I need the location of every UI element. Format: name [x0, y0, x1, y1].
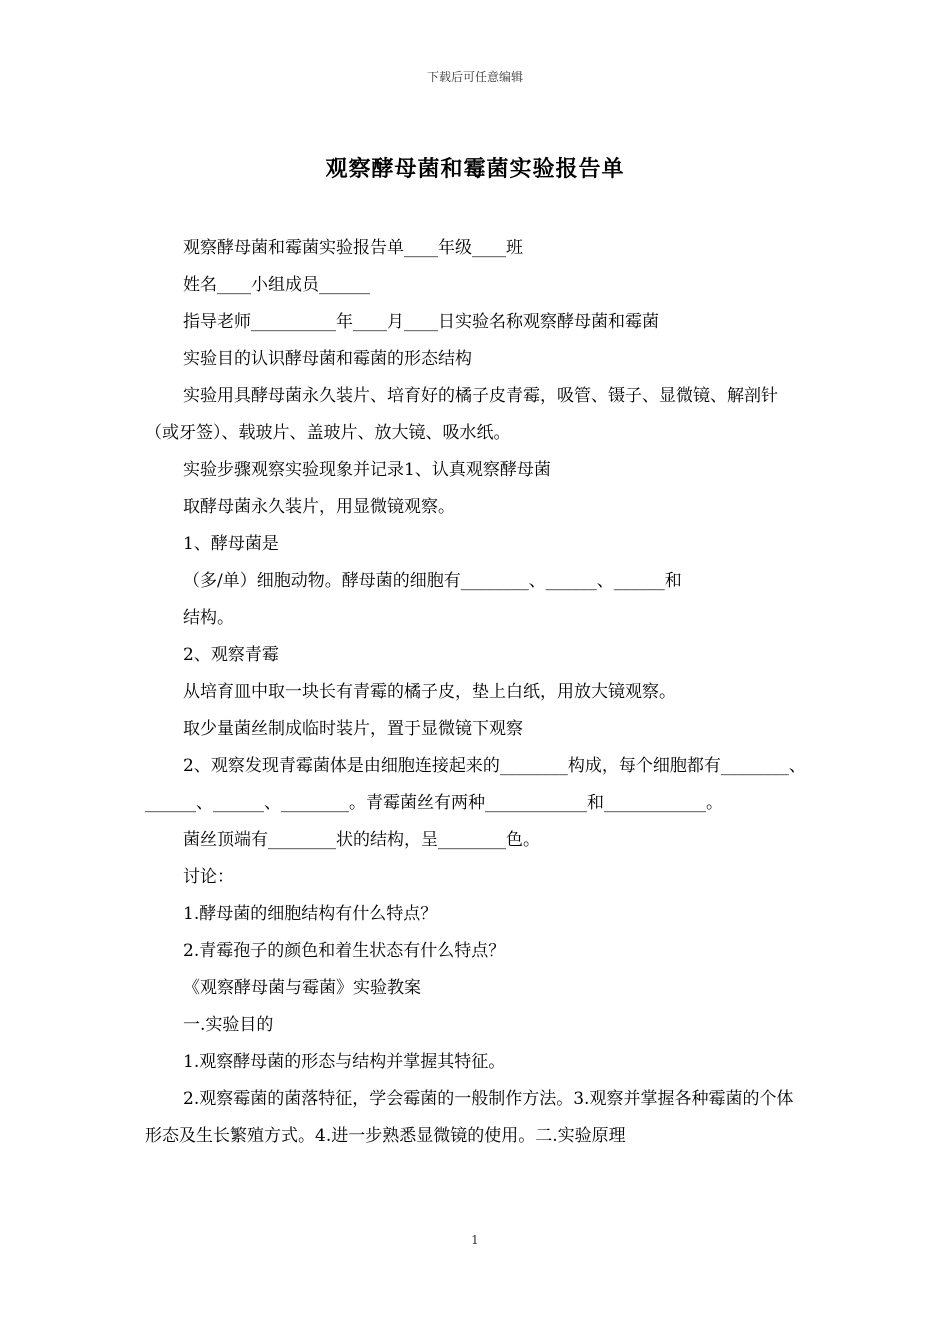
paragraph: 指导老师__________年____月____日实验名称观察酵母菌和霉菌: [183, 312, 659, 332]
paragraph: 取少量菌丝制成临时装片，置于显微镜下观察: [183, 719, 523, 739]
paragraph: 一.实验目的: [183, 1015, 274, 1035]
paragraph: 从培育皿中取一块长有青霉的橘子皮，垫上白纸，用放大镜观察。: [183, 682, 676, 702]
paragraph: 1.观察酵母菌的形态与结构并掌握其特征。: [183, 1052, 506, 1072]
document-title: 观察酵母菌和霉菌实验报告单: [325, 156, 625, 182]
paragraph: 2.青霉孢子的颜色和着生状态有什么特点？: [183, 941, 506, 961]
page-number: 1: [471, 1233, 479, 1247]
paragraph: （多/单）细胞动物。酵母菌的细胞有________、______、______和: [183, 571, 682, 591]
paragraph: 1、酵母菌是: [183, 534, 279, 554]
paragraph: 观察酵母菌和霉菌实验报告单____年级____班: [183, 238, 523, 258]
paragraph: 1.酵母菌的细胞结构有什么特点？: [183, 904, 438, 924]
paragraph: 2、观察发现青霉菌体是由细胞连接起来的________构成，每个细胞都有________、______、______、________。青霉菌丝有两种____________和____________。: [145, 756, 806, 813]
paragraph: 实验步骤观察实验现象并记录1、认真观察酵母菌: [183, 460, 551, 480]
paragraph: 2.观察霉菌的菌落特征，学会霉菌的一般制作方法。3.观察并掌握各种霉菌的个体形态及生长繁殖方式。4.进一步熟悉显微镜的使用。二.实验原理: [145, 1089, 794, 1146]
paragraph: 《观察酵母菌与霉菌》实验教案: [183, 978, 421, 998]
paragraph: 2、观察青霉: [183, 645, 279, 665]
paragraph: 实验目的认识酵母菌和霉菌的形态结构: [183, 349, 472, 369]
paragraph: 菌丝顶端有________状的结构，呈________色。: [183, 830, 540, 850]
paragraph: 结构。: [183, 608, 234, 628]
page-header: 下载后可任意编辑: [426, 70, 523, 84]
paragraph: 取酵母菌永久装片，用显微镜观察。: [183, 497, 455, 517]
paragraph: 实验用具酵母菌永久装片、培育好的橘子皮青霉，吸管、镊子、显微镜、解剖针（或牙签）、载玻片、盖玻片、放大镜、吸水纸。: [145, 386, 778, 443]
document-body: [145, 230, 810, 1155]
paragraph: 讨论：: [183, 867, 234, 887]
paragraph: 姓名____小组成员______: [183, 275, 370, 295]
